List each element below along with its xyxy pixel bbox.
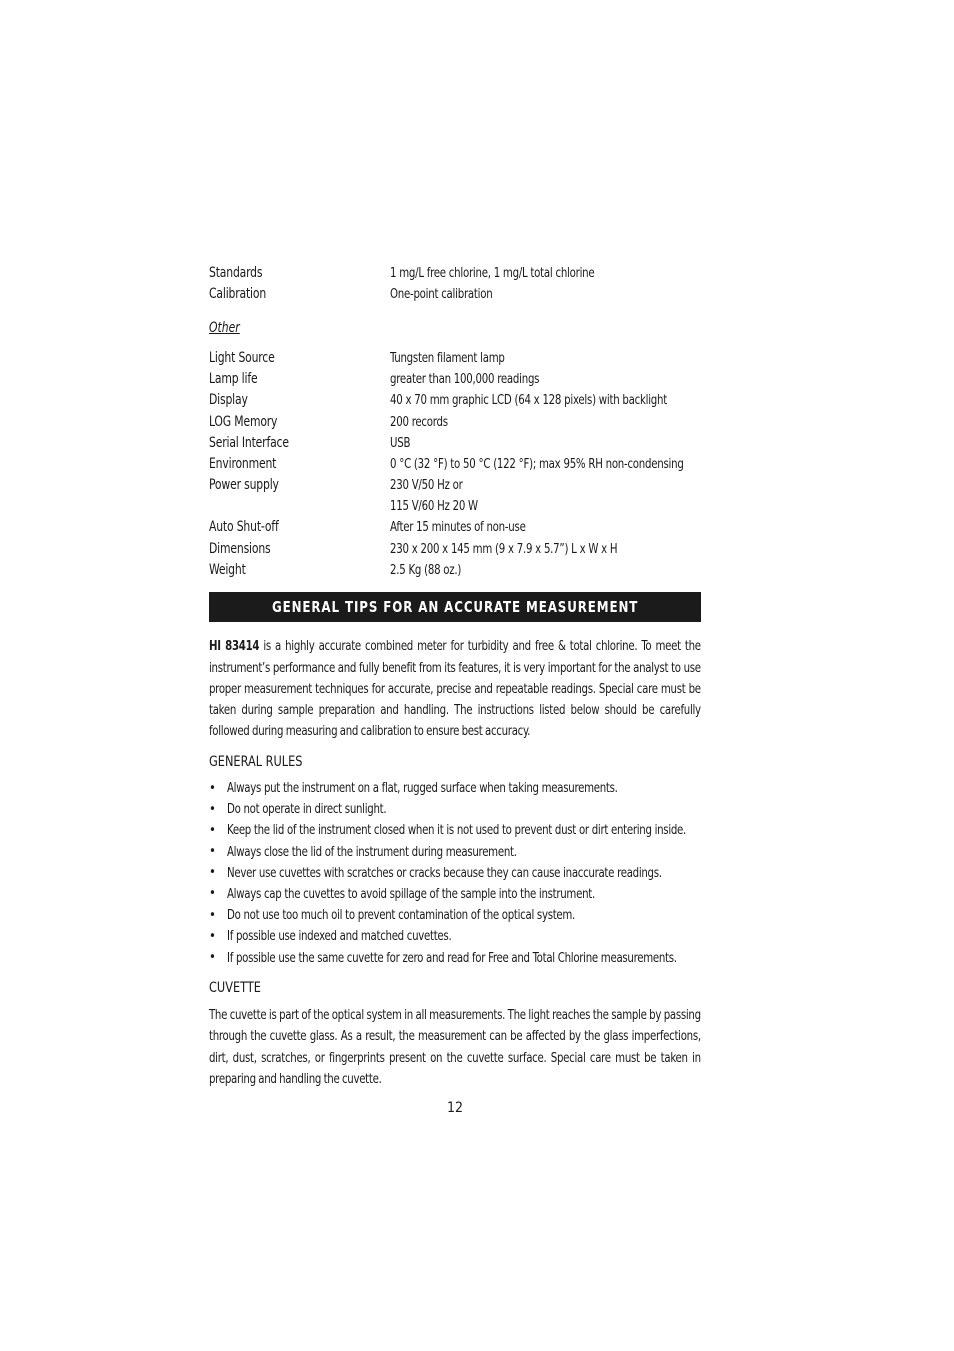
spec-label: Display [209,392,248,409]
bullet-icon: • [209,780,216,796]
spec-label: Serial Interface [209,434,289,451]
section-banner [209,592,701,622]
spec-value: One-point calibration [390,285,493,302]
spacer [209,304,701,318]
spec-row-power-supply-cont [209,496,701,517]
spec-value: 2.5 Kg (88 oz.) [390,561,462,578]
other-heading: Other [209,320,240,337]
bullet-icon: • [209,886,216,902]
spec-label: LOG Memory [209,413,278,430]
spec-value: greater than 100,000 readings [390,371,540,388]
list-item-text: Do not use too much oil to prevent contamination of the optical system. [227,907,575,924]
spec-row-light-source [209,347,701,368]
list-item-text: Always put the instrument on a flat, rugged surface when taking measurements. [227,780,618,797]
list-item-text: If possible use the same cuvette for zero and read for Free and Total Chlorine measurements. [227,949,677,966]
spec-label: Weight [209,561,246,578]
list-item [209,820,701,841]
spec-row-log-memory [209,411,701,432]
list-item-text: Do not operate in direct sunlight. [227,801,387,818]
list-item [209,947,701,968]
list-item [209,862,701,883]
list-item [209,905,701,926]
spec-value: USB [390,434,411,451]
spec-value: 1 mg/L free chlorine, 1 mg/L total chlorine [390,264,595,281]
spec-row-dimensions [209,538,701,559]
bullet-icon: • [209,801,216,817]
spec-row-calibration [209,283,701,304]
spec-label: Power supply [209,477,279,494]
intro-text-wrap [209,636,701,742]
section-title: GENERAL TIPS FOR AN ACCURATE MEASUREMENT [271,598,639,617]
spec-label: Lamp life [209,371,258,388]
cuvette-text: The cuvette is part of the optical system in all measurements. The light reaches the sample by passing through the cuvette glass. As a result, the measurement can be affected by the glass imperfections, dirt, dust, scratches, or fingerprints present on the cuvette surface. Special care must be taken in preparing and handling the cuvette. [209,1007,701,1087]
spec-row-serial-interface [209,432,701,453]
list-item-text: Never use cuvettes with scratches or cracks because they can cause inaccurate readings. [227,864,662,881]
general-rules-list [209,777,701,968]
bullet-icon: • [209,928,216,944]
general-rules-heading: GENERAL RULES [209,754,303,771]
list-item [209,883,701,904]
spec-row-lamp-life [209,369,701,390]
page-number: 12 [446,1100,464,1116]
bullet-icon: • [209,844,216,860]
bullet-icon: • [209,865,216,881]
list-item [209,799,701,820]
spec-value: 0 °C (32 °F) to 50 °C (122 °F); max 95% RH non-condensing [390,455,684,472]
list-item-text: Always close the lid of the instrument during measurement. [227,843,517,860]
spec-value: 230 x 200 x 145 mm (9 x 7.9 x 5.7”) L x W x H [390,540,618,557]
spec-label: Standards [209,264,263,281]
intro-text: is a highly accurate combined meter for turbidity and free & total chlorine. To meet the instrument’s performance and fully benefit from its features, it is very important for the analyst to use proper measurement techniques for accurate, precise and repeatable readings. Special care must be taken during sample preparation and handling. The instructions listed below should be carefully followed during measuring and calibration to ensure best accuracy. [209,638,701,740]
spec-label: Calibration [209,285,267,302]
spec-value: After 15 minutes of non-use [390,519,526,536]
spec-label: Dimensions [209,540,271,557]
spec-label: Light Source [209,349,275,366]
list-item-text: Always cap the cuvettes to avoid spillage of the sample into the instrument. [227,885,595,902]
spec-row-display [209,390,701,411]
spec-row-power-supply [209,475,701,496]
bullet-icon: • [209,907,216,923]
list-item [209,841,701,862]
specs-top [209,262,701,304]
list-item-text: Keep the lid of the instrument closed when it is not used to prevent dust or dirt entering inside. [227,822,686,839]
cuvette-heading: CUVETTE [209,980,261,997]
manual-page [209,262,701,1116]
spec-row-auto-shut-off [209,517,701,538]
specs-other [209,347,701,580]
spec-row-weight [209,559,701,580]
bullet-icon: • [209,950,216,966]
spec-value: 40 x 70 mm graphic LCD (64 x 128 pixels) with backlight [390,392,668,409]
model-name: HI 83414 [209,638,260,655]
intro-paragraph [209,636,701,742]
spec-label: Auto Shut-off [209,519,279,536]
cuvette-paragraph [209,1005,701,1090]
spec-row-environment [209,453,701,474]
list-item-text: If possible use indexed and matched cuvettes. [227,928,452,945]
bullet-icon: • [209,822,216,838]
list-item [209,926,701,947]
spec-value: 230 V/50 Hz or [390,477,463,494]
spec-value: 115 V/60 Hz 20 W [390,498,478,515]
list-item [209,777,701,798]
spec-row-standards [209,262,701,283]
spec-value: 200 records [390,413,448,430]
spec-value: Tungsten filament lamp [390,349,505,366]
spec-label: Environment [209,455,277,472]
